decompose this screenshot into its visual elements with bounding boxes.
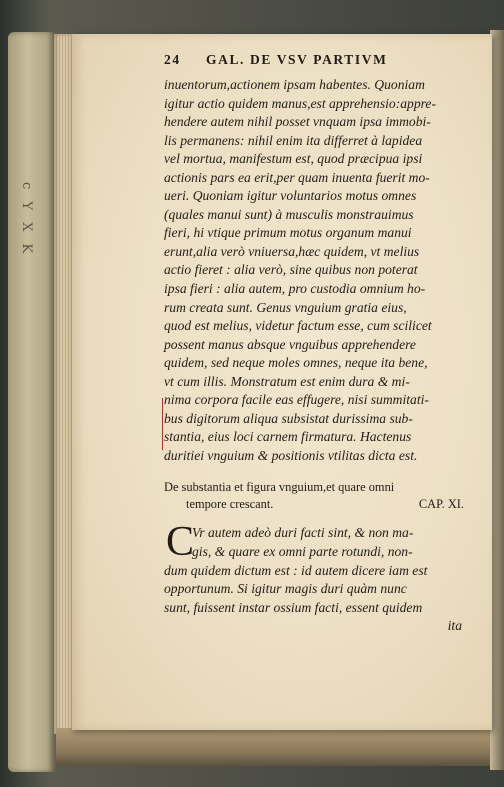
text-line: duritiei vnguium & positionis vtilitas dicta est.	[164, 447, 418, 463]
body-text	[94, 76, 464, 465]
chapter-text	[94, 519, 464, 635]
text-line: vel mortua, manifestum est, quod præcipua ipsi	[164, 151, 423, 167]
binding-marks: c Y X K	[19, 182, 34, 258]
text-line: opportunum. Si igitur magis duri quàm nunc	[164, 581, 407, 597]
catchword: ita	[447, 618, 462, 634]
text-line: inuentorum,actionem ipsam habentes. Quoniam	[164, 77, 425, 92]
text-line: fieri, hi vtique primum motus organum manui	[164, 225, 412, 241]
chapter-heading-line: tempore crescant.	[186, 496, 274, 511]
text-line: nima corpora facile eas effugere, nisi summitati-	[164, 392, 429, 408]
page-number: 24	[164, 52, 181, 67]
page-text	[94, 52, 464, 636]
text-line: actio fieret : alia verò, sine quibus non poterat	[164, 262, 418, 278]
text-line: rum creata sunt. Genus vnguium gratia eius,	[164, 299, 407, 315]
text-line: dum quidem dictum est : id autem dicere iam est	[164, 562, 428, 578]
text-line: gis, & quare ex omni parte rotundi, non-	[192, 544, 413, 560]
text-line: lis permanens: nihil enim ita differret à lapidea	[164, 132, 423, 148]
text-line: ipsa fieri : alia autem, pro custodia omnium ho-	[164, 281, 426, 297]
page-bottom-edge	[56, 728, 498, 766]
text-line: (quales manui sunt) à musculis monstrauimus	[164, 206, 414, 222]
drop-cap: C	[166, 519, 195, 566]
running-head: GAL. DE VSV PARTIVM	[206, 52, 388, 67]
text-line: igitur actio quidem manus,est apprehensio:appre-	[164, 95, 436, 111]
text-line: stantia, eius loci carnem firmatura. Hactenus	[164, 429, 412, 445]
chapter-heading-line: De substantia et figura vnguium,et quare omni	[164, 480, 395, 495]
text-line: quod est melius, videtur factum esse, cum scilicet	[164, 318, 432, 334]
text-line: possent manus absque vnguibus apprehendere	[164, 336, 416, 352]
chapter-heading	[94, 479, 464, 512]
text-line: vt cum illis. Monstratum est enim dura & mi-	[164, 373, 410, 389]
chapter-label: CAP. XI.	[418, 496, 464, 511]
text-line: ueri. Quoniam igitur voluntarios motus omnes	[164, 188, 417, 204]
right-page-edge	[490, 30, 504, 770]
text-line: Vr autem adeò duri facti sint, & non ma-	[192, 525, 414, 541]
page-header	[94, 52, 464, 72]
text-line: sunt, fuissent instar ossium facti, essent quidem	[164, 599, 423, 615]
text-line: bus digitorum aliqua subsistat durissima sub-	[164, 410, 413, 426]
text-line: hendere autem nihil posset vnquam ipsa immobi-	[164, 114, 431, 130]
text-line: quidem, sed neque moles omnes, neque ita bene,	[164, 355, 428, 371]
text-line: erunt,alia verò vniuersa,hæc quidem, vt melius	[164, 243, 420, 259]
text-line: actionis pars ea erit,per quam inuenta fuerit mo-	[164, 169, 430, 185]
book-binding	[8, 32, 56, 772]
